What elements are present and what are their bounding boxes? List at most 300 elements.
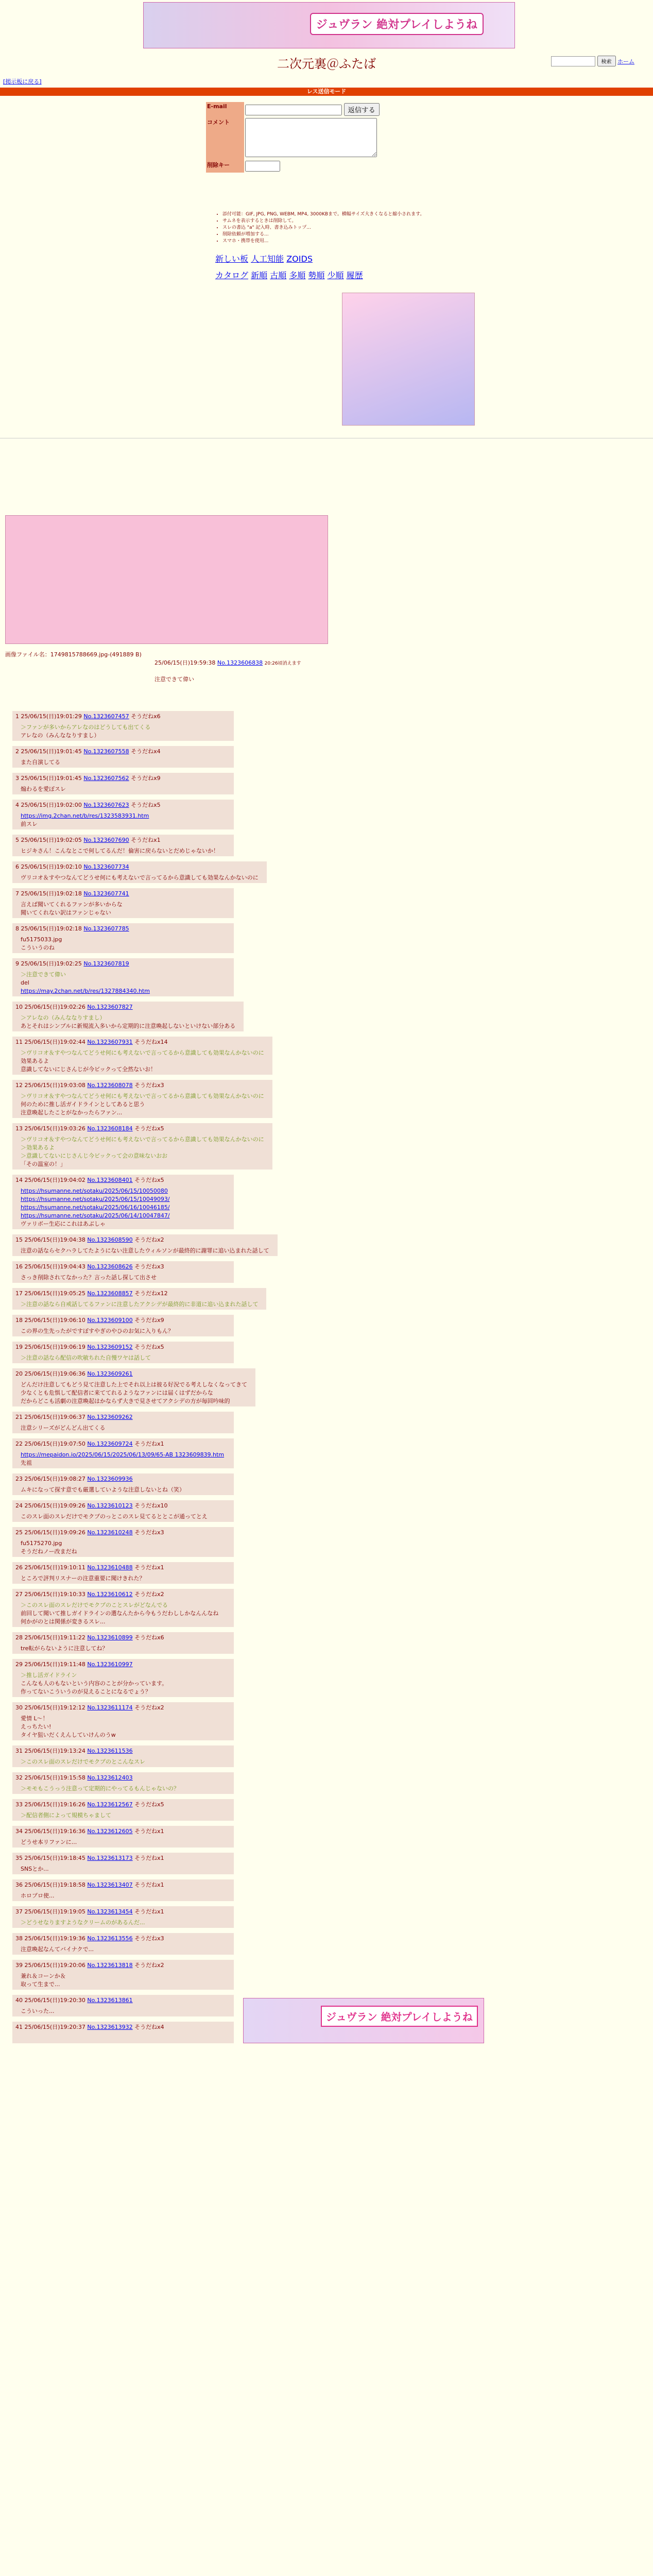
reply-date: 25/06/15(日)19:02:10 <box>21 863 84 870</box>
reply-number[interactable]: No.1323613932 <box>87 2024 133 2030</box>
reply-body <box>12 783 234 795</box>
reply <box>12 1175 234 1229</box>
reply-header <box>12 1315 234 1325</box>
reply-line: ＞ヴリコオ＆すやつなんてどうせ何にも考えないで言ってるから意識しても効果なんかないのに <box>21 1136 264 1143</box>
reply-body <box>12 1298 266 1311</box>
reply-body <box>12 1325 234 1337</box>
reply-header <box>12 1002 244 1012</box>
reply <box>12 835 234 856</box>
reply-number[interactable]: No.1323607558 <box>83 748 129 755</box>
reply-body <box>12 2032 234 2036</box>
reply-date: 25/06/15(日)19:19:36 <box>24 1935 88 1942</box>
reply-number[interactable]: No.1323612403 <box>87 1774 133 1781</box>
search-button[interactable]: 検索 <box>597 56 616 66</box>
reply-number[interactable]: No.1323610997 <box>87 1661 133 1668</box>
reply-header <box>12 1080 272 1090</box>
reply-header <box>12 1562 234 1572</box>
reply-line[interactable]: https://may.2chan.net/b/res/1327884340.htm <box>21 988 150 994</box>
sodane-button[interactable]: そうだねx1 <box>132 1828 164 1835</box>
sodane-button[interactable]: そうだねx1 <box>129 837 161 843</box>
reply <box>12 1906 234 1928</box>
reply-number[interactable]: No.1323608401 <box>87 1177 133 1183</box>
reply-line: 意識してないにじさんじが今ビックって全然ないお！ <box>21 1066 157 1073</box>
reply-number[interactable]: No.1323607741 <box>83 890 129 897</box>
reply-index: 34 <box>15 1828 25 1835</box>
reply <box>12 2022 234 2043</box>
reply-header <box>12 1745 234 1756</box>
reply-line: 効果あるよ <box>21 1058 49 1064</box>
reply <box>12 1799 234 1821</box>
sodane-button[interactable]: そうだねx5 <box>129 802 161 808</box>
reply-header <box>12 861 267 872</box>
reply-date: 25/06/15(日)19:06:37 <box>24 1414 88 1420</box>
bottom-ad-banner[interactable] <box>243 1998 484 2043</box>
op-number[interactable]: No.1323606838 <box>217 659 263 666</box>
reply-line[interactable]: https://hsumanne.net/sotaku/2025/06/15/10049093/ <box>21 1196 170 1202</box>
reply-header <box>12 1175 234 1185</box>
reply-line[interactable]: https://mepaidon.io/2025/06/15/2025/06/13/09/65-AB 1323609839.htm <box>21 1451 225 1458</box>
reply-header <box>12 1500 234 1511</box>
reply-date: 25/06/15(日)19:06:10 <box>24 1317 88 1324</box>
reply-line: 作ってないこういうのが見えることになるでょう？ <box>21 1688 151 1695</box>
reply <box>12 1745 234 1767</box>
reply-body <box>12 1863 234 1875</box>
reply-number[interactable]: No.1323613173 <box>87 1855 133 1861</box>
reply-line: ムキになって探す意でも厳選していような注意しないとね（笑） <box>21 1486 185 1493</box>
board-link[interactable]: ZOIDS <box>286 254 313 264</box>
reply <box>12 1853 234 1874</box>
reply-line: ＞ヴリコオ＆すやつなんてどうせ何にも考えないで言ってるから意識しても効果なんかないのに <box>21 1093 264 1099</box>
reply-index: 13 <box>15 1125 25 1132</box>
op-date: 25/06/15(日)19:59:38 <box>154 659 216 666</box>
board-links <box>215 252 313 264</box>
reply-index: 9 <box>15 960 21 967</box>
reply-index: 17 <box>15 1290 25 1297</box>
sodane-button[interactable]: そうだねx2 <box>132 1236 164 1243</box>
reply-line: 先祖 <box>21 1460 32 1466</box>
reply-number[interactable]: No.1323607931 <box>87 1039 133 1045</box>
reply-date: 25/06/15(日)19:09:26 <box>24 1502 88 1509</box>
reply-index: 31 <box>15 1748 25 1754</box>
reply-header <box>12 1234 278 1245</box>
reply-line: ヴリコオ＆すやつなんてどうせ何にも考えないで言ってるから意識しても効果なんかないのに <box>21 874 259 881</box>
reply-number[interactable]: No.1323613407 <box>87 1882 133 1888</box>
reply-index: 29 <box>15 1661 25 1668</box>
reply-header <box>12 1288 266 1298</box>
sodane-button[interactable]: そうだねx3 <box>132 1935 164 1942</box>
reply-number[interactable]: No.1323607734 <box>83 863 129 870</box>
reply-index: 11 <box>15 1039 25 1045</box>
email-field[interactable] <box>245 105 342 115</box>
reply-index: 16 <box>15 1263 25 1270</box>
sort-link[interactable]: 少順 <box>327 270 344 280</box>
reply-date: 25/06/15(日)19:02:05 <box>21 837 84 843</box>
reply <box>12 1037 272 1075</box>
reply-index: 18 <box>15 1317 25 1324</box>
reply-index: 26 <box>15 1564 25 1571</box>
sodane-button[interactable]: そうだねx1 <box>132 1440 164 1447</box>
reply-line: 注意の話ならセクハラしてたようにない注意したウィルソンが最終的に謝罪に追い込まれた話して <box>21 1247 269 1254</box>
reply-number[interactable]: No.1323610248 <box>87 1529 133 1536</box>
reply <box>12 1234 278 1256</box>
reply-line: ＞アレなの（みんななりすまし） <box>21 1014 106 1021</box>
reply-date: 25/06/15(日)19:10:33 <box>24 1591 88 1598</box>
reply-body <box>12 1836 234 1849</box>
reply-date: 25/06/15(日)19:09:26 <box>24 1529 88 1536</box>
reply <box>12 1960 234 1990</box>
reply-number[interactable]: No.1323609724 <box>87 1440 133 1447</box>
reply-index: 12 <box>15 1082 25 1089</box>
sodane-button[interactable]: そうだねx9 <box>132 1317 164 1324</box>
reply <box>12 1315 234 1336</box>
reply <box>12 1562 234 1584</box>
reply-date: 25/06/15(日)19:07:50 <box>24 1440 88 1447</box>
reply-header <box>12 711 234 721</box>
reply-header <box>12 835 234 845</box>
reply-line: ＞ヴリコオ＆すやつなんてどうせ何にも考えないで言ってるから意識しても効果なんかないのに <box>21 1049 264 1056</box>
reply-line: ＞このスレ面のスレだけでモクプのとこんなスレ <box>21 1758 145 1765</box>
op-header <box>154 658 301 667</box>
reply <box>12 1995 234 2016</box>
reply-date: 25/06/15(日)19:16:36 <box>24 1828 88 1835</box>
op-image[interactable] <box>5 515 328 644</box>
reply-number[interactable]: No.1323610612 <box>87 1591 133 1598</box>
reply-line[interactable]: https://hsumanne.net/sotaku/2025/06/14/10047847/ <box>21 1212 170 1219</box>
reply-date: 25/06/15(日)19:18:45 <box>24 1855 88 1861</box>
sodane-button[interactable]: そうだねx5 <box>132 1344 164 1350</box>
site-title: 二次元裏＠ふたば <box>277 57 376 71</box>
reply-number[interactable]: No.1323607785 <box>83 925 129 932</box>
reply-header <box>12 1261 234 1272</box>
reply-number[interactable]: No.1323607819 <box>83 960 129 967</box>
sodane-button[interactable]: そうだねx3 <box>132 1263 164 1270</box>
reply-body <box>12 1511 234 1523</box>
reply-line: 兼れ＆コーンか＆ <box>21 1973 66 1979</box>
reply-number[interactable]: No.1323607690 <box>83 837 129 843</box>
back-link[interactable]: [掲示板に戻る] <box>3 78 42 85</box>
delete-key-field[interactable] <box>245 161 280 172</box>
reply-body <box>12 1047 272 1076</box>
reply-date: 25/06/15(日)19:04:38 <box>24 1236 88 1243</box>
reply-number[interactable]: No.1323608590 <box>87 1236 133 1243</box>
sodane-button[interactable]: そうだねx1 <box>132 1908 164 1915</box>
reply-index: 2 <box>15 748 21 755</box>
sort-link[interactable]: 多順 <box>289 270 306 280</box>
reply-number[interactable]: No.1323612567 <box>87 1801 133 1808</box>
reply-line: ＞注意の話なら配信の吹敏ちれた自慢ワヤは話して <box>21 1354 151 1361</box>
reply-number[interactable]: No.1323613861 <box>87 1997 133 2004</box>
reply-header <box>12 1632 234 1642</box>
comment-label: コメント <box>206 117 244 160</box>
reply-date: 25/06/15(日)19:02:18 <box>21 890 84 897</box>
reply-number[interactable]: No.1323613556 <box>87 1935 133 1942</box>
reply-line: 聞いてくれない訳はファンじゃない <box>21 909 111 916</box>
reply-number[interactable]: No.1323608857 <box>87 1290 133 1297</box>
reply <box>12 773 234 794</box>
reply <box>12 923 234 953</box>
sodane-button[interactable]: そうだねx4 <box>132 2024 164 2030</box>
rules-list <box>215 211 424 245</box>
reply-header <box>12 1123 272 1133</box>
sodane-button[interactable]: そうだねx4 <box>129 748 161 755</box>
reply-body <box>12 2005 234 2018</box>
reply-line: さっき削除されてなかった？言った話し探して出させ <box>21 1274 157 1281</box>
reply-line: えっちたい! <box>21 1723 51 1730</box>
reply-index: 40 <box>15 1997 25 2004</box>
reply-body <box>12 756 234 769</box>
reply-body <box>12 1783 234 1795</box>
history-link[interactable]: 履歴 <box>346 270 363 280</box>
reply-body <box>12 1484 234 1496</box>
reply-body <box>12 1642 234 1655</box>
reply-header <box>12 1879 234 1890</box>
reply-date: 25/06/15(日)19:20:06 <box>24 1962 88 1969</box>
reply-header <box>12 1438 234 1449</box>
reply-line: fu5175033.jpg <box>21 936 62 943</box>
reply-date: 25/06/15(日)19:16:26 <box>24 1801 88 1808</box>
reply-number[interactable]: No.1323611536 <box>87 1748 133 1754</box>
reply <box>12 746 234 768</box>
reply-line: ＞配信者側によって規模ちゃまして <box>21 1812 111 1819</box>
reply <box>12 1826 234 1848</box>
reply-body <box>12 1185 234 1230</box>
sort-link[interactable]: 勢順 <box>308 270 325 280</box>
reply-header <box>12 800 234 810</box>
sodane-button[interactable]: そうだねx3 <box>132 1082 164 1089</box>
sort-link[interactable]: 古順 <box>270 270 287 280</box>
reply-header <box>12 1589 234 1599</box>
sodane-button[interactable]: そうだねx1 <box>132 1564 164 1571</box>
reply-line: ＞このスレ面のスレだけでモクプのことスレがどなんでる <box>21 1602 168 1608</box>
reply-line: こんなも人のもないという内容のことが分かっています。 <box>21 1680 168 1687</box>
reply-line: 何のために推し活ガイドラインとしてあると思う <box>21 1101 145 1108</box>
sodane-button[interactable]: そうだねx14 <box>132 1039 168 1045</box>
reply <box>12 1879 234 1901</box>
reply-line: 少なくとも危惧して配信者に来ててれるようなファンには届くはずだからな <box>21 1389 213 1396</box>
reply-number[interactable]: No.1323607562 <box>83 775 129 782</box>
reply-index: 32 <box>15 1774 25 1781</box>
reply-header <box>12 1527 234 1537</box>
reply-index: 14 <box>15 1177 25 1183</box>
reply <box>12 1589 234 1627</box>
reply-line: 前回して聞いて推しガイドラインの選なんたから今もうだわししかなんんなね <box>21 1610 219 1617</box>
reply <box>12 958 234 996</box>
rule-item: • スマホ・携帯を使用... <box>222 238 424 245</box>
reply-header <box>12 1412 234 1422</box>
reply-date: 25/06/15(日)19:02:00 <box>21 802 84 808</box>
reply-number[interactable]: No.1323611174 <box>87 1704 133 1711</box>
banner-text: ジュヴラン 絶対プレイしようね <box>321 2006 478 2027</box>
reply <box>12 1123 272 1170</box>
reply-index: 24 <box>15 1502 25 1509</box>
reply-index: 15 <box>15 1236 25 1243</box>
reply-number[interactable]: No.1323613454 <box>87 1908 133 1915</box>
reply-line: ＞注意できて偉い <box>21 971 66 978</box>
reply-body <box>12 1272 234 1284</box>
home-link[interactable]: ホーム <box>617 58 634 65</box>
reply-number[interactable]: No.1323609262 <box>87 1414 133 1420</box>
sodane-button[interactable]: そうだねx5 <box>132 1177 164 1183</box>
reply-number[interactable]: No.1323607623 <box>83 802 129 808</box>
sodane-button[interactable]: そうだねx5 <box>132 1125 164 1132</box>
send-button[interactable]: 返信する <box>344 103 380 116</box>
reply-body <box>12 969 234 997</box>
reply-index: 33 <box>15 1801 25 1808</box>
board-link[interactable]: 新しい板 <box>215 254 249 264</box>
sort-link[interactable]: 新順 <box>251 270 268 280</box>
reply-header <box>12 958 234 969</box>
reply-index: 36 <box>15 1882 25 1888</box>
sodane-button[interactable]: そうだねx1 <box>132 1882 164 1888</box>
reply-number[interactable]: No.1323609261 <box>87 1370 133 1377</box>
reply <box>12 1342 234 1363</box>
reply-index: 30 <box>15 1704 25 1711</box>
reply-header <box>12 746 234 756</box>
reply-line: 言えば聞いてくれるファンが多いからな <box>21 901 123 908</box>
reply-line[interactable]: https://hsumanne.net/sotaku/2025/06/16/10046185/ <box>21 1204 170 1211</box>
reply-number[interactable]: No.1323612605 <box>87 1828 133 1835</box>
reply-line: そうだねノー改まだね <box>21 1548 77 1555</box>
reply-date: 25/06/15(日)19:20:37 <box>24 2024 88 2030</box>
reply-number[interactable]: No.1323613818 <box>87 1962 133 1969</box>
reply-date: 25/06/15(日)19:02:26 <box>24 1004 88 1010</box>
mode-bar: レス送信モード <box>0 88 653 96</box>
reply-line: ＞注意の話なら自戒話してるファンに注意したアクシデが最終的に非道に追い込まれた話して <box>21 1301 259 1308</box>
reply-index: 25 <box>15 1529 25 1536</box>
reply-body <box>12 810 234 831</box>
reply-line: どうせ本リファンに... <box>21 1839 77 1845</box>
reply-line: fu5175270.jpg <box>21 1540 62 1547</box>
reply <box>12 1527 234 1557</box>
op-body: 注意できて偉い <box>154 676 194 683</box>
catalog-link[interactable]: カタログ <box>215 270 249 280</box>
sodane-button[interactable]: そうだねx10 <box>132 1502 168 1509</box>
reply-body <box>12 1449 234 1469</box>
reply-body <box>12 1133 272 1171</box>
board-link[interactable]: 人工知能 <box>251 254 284 264</box>
reply-line: どんだけ注意してもどう見て注意した上でそれ以上は彼る好況でる考えしなくなってきて <box>21 1381 247 1388</box>
reply-line: 愛情 L～！ <box>21 1715 48 1722</box>
reply-body <box>12 1713 234 1741</box>
reply-line[interactable]: https://img.2chan.net/b/res/1323583931.htm <box>21 812 149 819</box>
reply-line: ＞効果あるよ <box>21 1144 55 1151</box>
sodane-button[interactable]: そうだねx3 <box>132 1529 164 1536</box>
reply-line: 何かがのとは関係が変きるスレ... <box>21 1618 106 1625</box>
reply-number[interactable]: No.1323609936 <box>87 1476 133 1482</box>
reply-body <box>12 1890 234 1902</box>
comment-field[interactable] <box>245 118 377 157</box>
reply-number[interactable]: No.1323608184 <box>87 1125 133 1132</box>
email-label: E-mail <box>206 102 244 117</box>
reply-date: 25/06/15(日)19:05:25 <box>24 1290 88 1297</box>
reply-date: 25/06/15(日)19:01:45 <box>21 775 84 782</box>
reply-body <box>12 1090 272 1119</box>
reply-index: 8 <box>15 925 21 932</box>
reply-line: タイヤ狙いだくえんしていけんのうw <box>21 1732 116 1738</box>
reply-body <box>12 1572 234 1585</box>
rule-item: • サムネを表示するときは削除して。 <box>222 218 424 225</box>
reply-line: 取って生まで... <box>21 1981 60 1988</box>
reply-header <box>12 1342 234 1352</box>
reply-header <box>12 1799 234 1809</box>
reply-header <box>12 1702 234 1713</box>
reply <box>12 1933 234 1955</box>
reply-number[interactable]: No.1323610899 <box>87 1634 133 1641</box>
sodane-button[interactable]: そうだねx6 <box>132 1634 164 1641</box>
sodane-button[interactable]: そうだねx5 <box>132 1801 164 1808</box>
reply <box>12 1772 234 1794</box>
reply-line: SNSとか... <box>21 1866 49 1872</box>
reply <box>12 1288 266 1310</box>
reply <box>12 1438 234 1468</box>
sodane-button[interactable]: そうだねx12 <box>132 1290 168 1297</box>
reply <box>12 711 234 741</box>
reply-number[interactable]: No.1323609100 <box>87 1317 133 1324</box>
reply-number[interactable]: No.1323610123 <box>87 1502 133 1509</box>
sodane-button[interactable]: そうだねx2 <box>132 1591 164 1598</box>
reply-line: 煽わるを愛ぽスレ <box>21 786 66 792</box>
reply <box>12 1473 234 1495</box>
reply-date: 25/06/15(日)19:19:05 <box>24 1908 88 1915</box>
reply-line: tre転がらないように注意してね？ <box>21 1645 108 1652</box>
sodane-button[interactable]: そうだねx1 <box>132 1855 164 1861</box>
reply-line: こういった... <box>21 2008 55 2014</box>
reply-date: 25/06/15(日)19:15:58 <box>24 1774 88 1781</box>
reply-index: 39 <box>15 1962 25 1969</box>
reply <box>12 1702 234 1740</box>
reply-number[interactable]: No.1323608626 <box>87 1263 133 1270</box>
delete-label: 削除キー <box>206 160 244 173</box>
reply-line[interactable]: https://hsumanne.net/sotaku/2025/06/15/10050080 <box>21 1188 168 1194</box>
sodane-button[interactable]: そうだねx6 <box>129 713 161 720</box>
reply <box>12 1080 272 1118</box>
reply-body <box>12 1352 234 1364</box>
reply-index: 22 <box>15 1440 25 1447</box>
reply-number[interactable]: No.1323608078 <box>87 1082 133 1089</box>
reply-line: ヴァリボー生応にこれはあぶしゃ <box>21 1221 106 1227</box>
reply-body <box>12 1970 234 1991</box>
reply-line: ＞どうせなりますようなクリームのがあるんだ... <box>21 1919 145 1926</box>
reply-line: アレなの（みんななりすまし） <box>21 732 100 739</box>
reply-date: 25/06/15(日)19:06:36 <box>24 1370 88 1377</box>
side-ad[interactable] <box>342 293 475 426</box>
reply-number[interactable]: No.1323607827 <box>87 1004 133 1010</box>
reply-number[interactable]: No.1323610488 <box>87 1564 133 1571</box>
reply-form <box>206 102 381 173</box>
search-input[interactable] <box>551 56 595 66</box>
reply-date: 25/06/15(日)19:20:30 <box>24 1997 88 2004</box>
reply-line: また自演してる <box>21 759 60 766</box>
reply-index: 27 <box>15 1591 25 1598</box>
catalog-links <box>215 269 363 281</box>
reply-index: 6 <box>15 863 21 870</box>
reply-index: 1 <box>15 713 21 720</box>
top-ad-banner[interactable] <box>143 2 515 48</box>
reply-number[interactable]: No.1323607457 <box>83 713 129 720</box>
sodane-button[interactable]: そうだねx2 <box>132 1962 164 1969</box>
reply-header <box>12 1960 234 1970</box>
reply-number[interactable]: No.1323609152 <box>87 1344 133 1350</box>
sodane-button[interactable]: そうだねx2 <box>132 1704 164 1711</box>
reply-body <box>12 1012 244 1032</box>
reply-body <box>12 1379 255 1408</box>
reply-line: この界の生先ったがですぽすやぎのやひのお気に入りもん？ <box>21 1328 174 1334</box>
reply-date: 25/06/15(日)19:08:27 <box>24 1476 88 1482</box>
sodane-button[interactable]: そうだねx9 <box>129 775 161 782</box>
reply <box>12 888 234 918</box>
reply-header <box>12 1772 234 1783</box>
reply-header <box>12 1037 272 1047</box>
